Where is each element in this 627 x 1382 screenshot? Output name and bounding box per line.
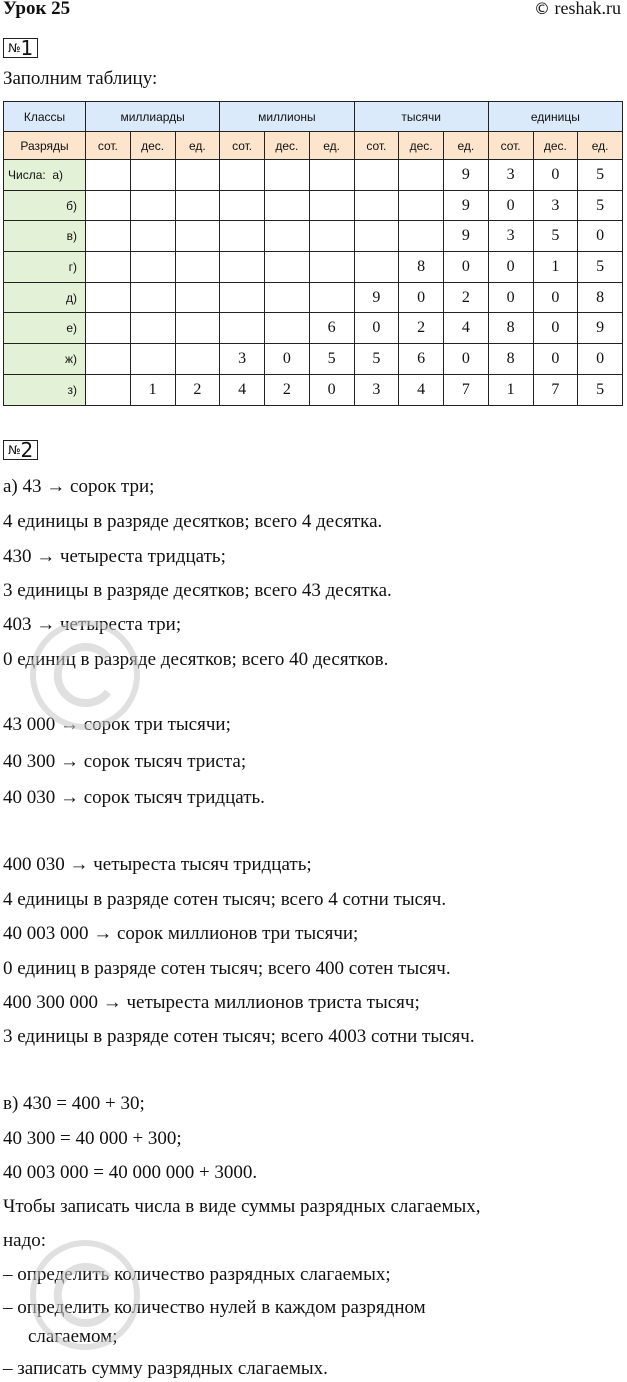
digit-cell: 1 [130, 374, 175, 405]
rank-header: сот. [220, 132, 265, 160]
task2-badge [3, 440, 38, 460]
rank-header: сот. [354, 132, 399, 160]
digit-cell: 5 [578, 252, 623, 283]
digit-cell: 3 [533, 190, 578, 221]
text-line: – определить количество разрядных слагаемых; [3, 1264, 391, 1285]
text-line: 3 единицы в разряде сотен тысяч; всего 4003 сотни тысяч. [3, 1026, 475, 1047]
digit-cell: 9 [444, 160, 489, 191]
digit-cell [265, 252, 310, 283]
digit-cell [130, 221, 175, 252]
task1-intro: Заполним таблицу: [3, 68, 158, 89]
digit-cell [399, 190, 444, 221]
digit-cell: 9 [444, 190, 489, 221]
digit-cell: 0 [488, 252, 533, 283]
digit-cell: 3 [220, 344, 265, 375]
digit-cell [265, 190, 310, 221]
class-header: миллиарды [86, 102, 220, 132]
digit-cell [86, 252, 131, 283]
digit-cell [86, 374, 131, 405]
text-line: 43 000 → сорок три тысячи; [3, 714, 231, 735]
badge-prefix: № [8, 443, 21, 457]
digit-cell: 0 [578, 221, 623, 252]
text-line: 4 единицы в разряде десятков; всего 4 десятка. [3, 511, 383, 532]
text-line: надо: [3, 1230, 47, 1251]
digit-cell: 0 [578, 344, 623, 375]
text-line: 0 единиц в разряде сотен тысяч; всего 400 сотен тысяч. [3, 958, 451, 979]
rank-header: сот. [488, 132, 533, 160]
digit-cell [309, 160, 354, 191]
digit-cell [86, 282, 131, 313]
digit-cell [354, 160, 399, 191]
digit-cell: 0 [488, 282, 533, 313]
digit-cell [130, 282, 175, 313]
digit-cell: 1 [488, 374, 533, 405]
rank-header: ед. [578, 132, 623, 160]
digit-cell [130, 160, 175, 191]
digit-cell [220, 190, 265, 221]
digit-cell [130, 313, 175, 344]
classes-label: Классы [4, 102, 86, 132]
digit-cell: 8 [578, 282, 623, 313]
digit-cell [175, 282, 220, 313]
digit-cell: 5 [354, 344, 399, 375]
text-line: – записать сумму разрядных слагаемых. [3, 1358, 328, 1379]
digit-cell: 1 [533, 252, 578, 283]
digit-cell: 2 [399, 313, 444, 344]
class-header: миллионы [220, 102, 354, 132]
text-line: 40 300 → сорок тысяч триста; [3, 751, 247, 772]
digit-cell [265, 313, 310, 344]
rank-header: дес. [399, 132, 444, 160]
badge-prefix: № [8, 41, 21, 55]
digit-cell: 6 [399, 344, 444, 375]
digit-cell [354, 221, 399, 252]
digit-cell: 7 [444, 374, 489, 405]
digit-cell [175, 344, 220, 375]
digit-cell [175, 313, 220, 344]
table-row [4, 252, 623, 283]
digit-cell: 5 [578, 190, 623, 221]
text-line: 40 030 → сорок тысяч тридцать. [3, 787, 265, 808]
rank-header: дес. [533, 132, 578, 160]
digit-cell [309, 252, 354, 283]
digit-cell [175, 252, 220, 283]
digit-cell [86, 313, 131, 344]
digit-cell: 0 [265, 344, 310, 375]
digit-cell [354, 190, 399, 221]
digit-cell [265, 282, 310, 313]
digit-cell: 0 [533, 344, 578, 375]
digit-cell: 0 [399, 282, 444, 313]
digit-cell [86, 344, 131, 375]
digit-cell [220, 160, 265, 191]
digit-cell: 0 [488, 190, 533, 221]
site-name: reshak.ru [554, 0, 621, 18]
badge-number: 2 [20, 438, 34, 462]
text-line: 400 030 → четыреста тысяч тридцать; [3, 854, 312, 875]
rank-header: дес. [265, 132, 310, 160]
digit-cell: 0 [533, 160, 578, 191]
digit-cell [86, 190, 131, 221]
row-label: г) [4, 252, 86, 283]
table-row [4, 313, 623, 344]
digit-cell: 0 [533, 313, 578, 344]
digit-cell [220, 221, 265, 252]
digit-cell [175, 160, 220, 191]
table-row [4, 160, 623, 191]
text-line: 403 → четыреста три; [3, 614, 182, 635]
task1-badge [3, 38, 38, 58]
text-line: в) 430 = 400 + 30; [3, 1093, 145, 1114]
digit-table [3, 101, 623, 406]
text-line: слагаемом; [28, 1326, 118, 1347]
digit-cell [354, 252, 399, 283]
digit-cell [220, 282, 265, 313]
rank-header: дес. [130, 132, 175, 160]
page-header [3, 0, 621, 22]
text-line: 430 → четыреста тридцать; [3, 546, 226, 567]
digit-cell: 0 [533, 282, 578, 313]
digit-cell: 5 [309, 344, 354, 375]
row-label: б) [4, 190, 86, 221]
rank-header: сот. [86, 132, 131, 160]
text-line: 0 единиц в разряде десятков; всего 40 десятков. [3, 649, 389, 670]
digit-cell [309, 190, 354, 221]
class-header: тысячи [354, 102, 488, 132]
digit-cell [175, 190, 220, 221]
digit-cell [130, 344, 175, 375]
text-line: 40 300 = 40 000 + 300; [3, 1128, 182, 1149]
badge-number: 1 [20, 36, 34, 60]
digit-cell [265, 160, 310, 191]
table-row [4, 282, 623, 313]
digit-cell: 2 [444, 282, 489, 313]
digit-cell [309, 221, 354, 252]
digit-cell: 0 [444, 344, 489, 375]
row-label: д) [4, 282, 86, 313]
text-line: 3 единицы в разряде десятков; всего 43 десятка. [3, 580, 392, 601]
digit-cell: 3 [354, 374, 399, 405]
rank-header: ед. [175, 132, 220, 160]
digit-cell: 5 [578, 374, 623, 405]
row-label: в) [4, 221, 86, 252]
digit-cell: 5 [533, 221, 578, 252]
row-label: Числа: а) [4, 160, 86, 191]
digit-cell: 4 [444, 313, 489, 344]
digit-cell [86, 221, 131, 252]
digit-cell: 8 [399, 252, 444, 283]
digit-cell [399, 160, 444, 191]
digit-cell [175, 221, 220, 252]
digit-cell: 4 [220, 374, 265, 405]
digit-cell [265, 221, 310, 252]
digit-cell [220, 252, 265, 283]
digit-cell: 0 [354, 313, 399, 344]
text-line: 40 003 000 = 40 000 000 + 3000. [3, 1162, 258, 1183]
digit-cell: 3 [488, 160, 533, 191]
digit-cell: 9 [444, 221, 489, 252]
rank-header: ед. [309, 132, 354, 160]
digit-cell [309, 282, 354, 313]
text-line: а) 43 → сорок три; [3, 476, 155, 497]
digit-cell: 4 [399, 374, 444, 405]
text-line: – определить количество нулей в каждом разрядном [3, 1297, 426, 1318]
site-credit [534, 0, 621, 19]
digit-cell [86, 160, 131, 191]
digit-cell: 0 [444, 252, 489, 283]
digit-cell [220, 313, 265, 344]
text-line: 4 единицы в разряде сотен тысяч; всего 4 сотни тысяч. [3, 889, 447, 910]
table-row [4, 190, 623, 221]
digit-cell: 2 [175, 374, 220, 405]
table-row [4, 374, 623, 405]
digit-cell: 9 [578, 313, 623, 344]
digit-cell [130, 190, 175, 221]
digit-cell [130, 252, 175, 283]
row-label: з) [4, 374, 86, 405]
rank-header: ед. [444, 132, 489, 160]
digit-cell: 9 [354, 282, 399, 313]
ranks-label: Разряды [4, 132, 86, 160]
digit-cell: 8 [488, 313, 533, 344]
digit-cell: 5 [578, 160, 623, 191]
digit-cell: 6 [309, 313, 354, 344]
table-row [4, 344, 623, 375]
digit-cell: 8 [488, 344, 533, 375]
text-line: 40 003 000 → сорок миллионов три тысячи; [3, 923, 359, 944]
digit-cell: 7 [533, 374, 578, 405]
digit-cell: 2 [265, 374, 310, 405]
row-label: ж) [4, 344, 86, 375]
class-header: единицы [488, 102, 622, 132]
digit-cell: 0 [309, 374, 354, 405]
lesson-title: Урок 25 [3, 0, 71, 19]
row-label: е) [4, 313, 86, 344]
digit-cell [399, 221, 444, 252]
digit-cell: 3 [488, 221, 533, 252]
text-line: 400 300 000 → четыреста миллионов триста тысяч; [3, 992, 420, 1013]
copyright-sign: © [534, 0, 551, 18]
text-line: Чтобы записать числа в виде суммы разрядных слагаемых, [3, 1196, 481, 1217]
table-row [4, 221, 623, 252]
